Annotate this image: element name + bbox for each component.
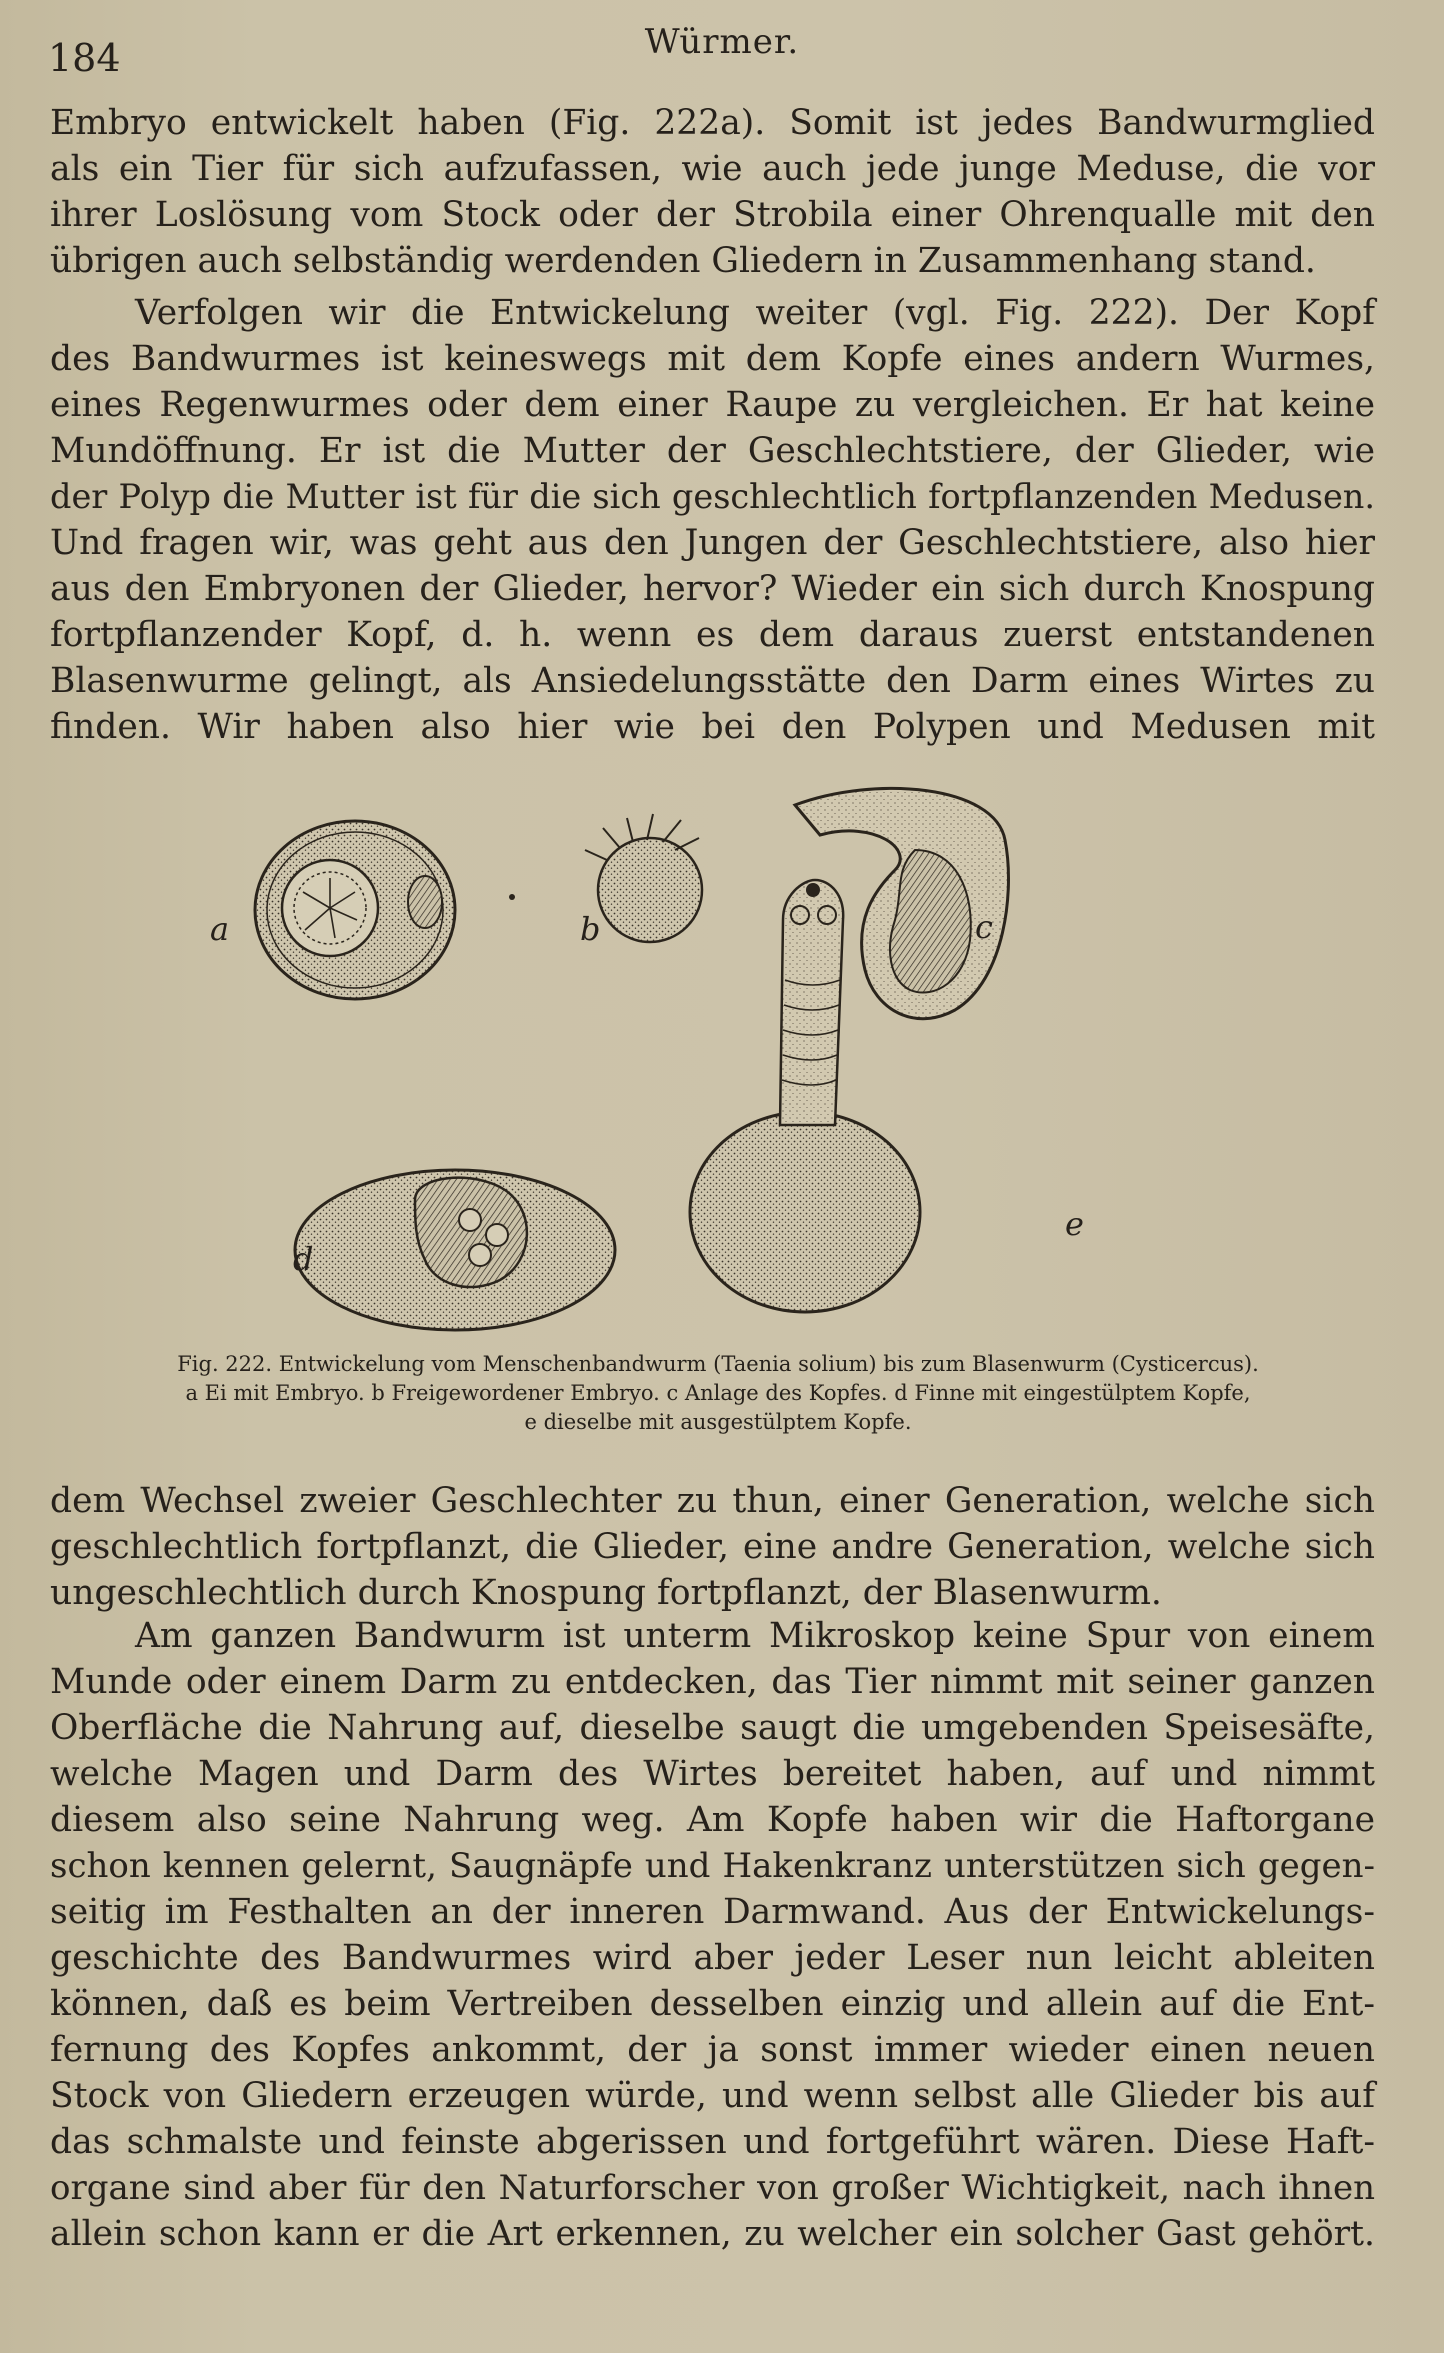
text-line: Verfolgen wir die Entwickelung weiter (vgl. Fig. 222). Der Kopf: [135, 293, 1375, 333]
text-line: seitig im Festhalten an der inneren Darmwand. Aus der Entwickelungs-: [50, 1892, 1375, 1932]
figure-222: [210, 780, 1125, 1340]
text-line: schon kennen gelernt, Saugnäpfe und Hakenkranz unterstützen sich gegen-: [50, 1846, 1375, 1886]
text-line: können, daß es beim Vertreiben desselben einzig und allein auf die Ent-: [50, 1984, 1375, 2024]
text-line: welche Magen und Darm des Wirtes bereitet haben, auf und nimmt: [50, 1754, 1375, 1794]
text-line: dem Wechsel zweier Geschlechter zu thun, einer Generation, welche sich: [50, 1481, 1375, 1521]
page-number: 184: [48, 36, 121, 80]
text-line: Embryo entwickelt haben (Fig. 222a). Somit ist jedes Bandwurmglied: [50, 103, 1375, 143]
text-line: geschichte des Bandwurmes wird aber jeder Leser nun leicht ableiten: [50, 1938, 1375, 1978]
text-line: fortpflanzender Kopf, d. h. wenn es dem daraus zuerst entstandenen: [50, 615, 1375, 655]
text-line: eines Regenwurmes oder dem einer Raupe zu vergleichen. Er hat keine: [50, 385, 1375, 425]
finne-with-inverted-head-drawing: [295, 1170, 615, 1330]
text-line: Oberfläche die Nahrung auf, dieselbe saugt die umgebenden Speisesäfte,: [50, 1708, 1375, 1748]
figure-illustration: [235, 780, 1125, 1340]
egg-with-embryo-drawing: [255, 821, 515, 999]
text-line: der Polyp die Mutter ist für die sich geschlechtlich fortpflanzenden Medusen.: [50, 477, 1375, 516]
figure-label-d: d: [293, 1240, 314, 1278]
text-line: des Bandwurmes ist keineswegs mit dem Kopfe eines andern Wurmes,: [50, 339, 1375, 379]
text-line: Mundöffnung. Er ist die Mutter der Geschlechtstiere, der Glieder, wie: [50, 431, 1375, 471]
figure-label-b: b: [580, 910, 601, 948]
paragraph-1: [50, 100, 1375, 284]
figure-label-a: a: [210, 910, 230, 948]
text-line: organe sind aber für den Naturforscher von großer Wichtigkeit, nach ihnen: [50, 2168, 1375, 2208]
text-line: diesem also seine Nahrung weg. Am Kopfe haben wir die Haftorgane: [50, 1800, 1375, 1840]
text-line: Blasenwurme gelingt, als Ansiedelungsstätte den Darm eines Wirtes zu: [50, 661, 1375, 701]
text-line: ihrer Loslösung vom Stock oder der Strobila einer Ohrenqualle mit den: [50, 195, 1375, 235]
text-line: Munde oder einem Darm zu entdecken, das Tier nimmt mit seiner ganzen: [50, 1662, 1375, 1702]
caption-line: Fig. 222. Entwickelung vom Menschenbandwurm (Taenia solium) bis zum Blasenwurm (Cysticercus).: [177, 1352, 1259, 1376]
text-line: Und fragen wir, was geht aus den Jungen der Geschlechtstiere, also hier: [50, 523, 1375, 563]
text-line: geschlechtlich fortpflanzt, die Glieder, eine andre Generation, welche sich: [50, 1527, 1375, 1567]
text-line: Stock von Gliedern erzeugen würde, und wenn selbst alle Glieder bis auf: [50, 2076, 1375, 2116]
caption-line: e dieselbe mit ausgestülptem Kopfe.: [524, 1410, 912, 1434]
text-line: ungeschlechtlich durch Knospung fortpflanzt, der Blasenwurm.: [50, 1573, 1162, 1613]
text-line: als ein Tier für sich aufzufassen, wie auch jede junge Meduse, die vor: [50, 149, 1375, 189]
page-header: [0, 22, 1444, 80]
paragraph-4: [50, 1613, 1375, 2257]
text-line: Am ganzen Bandwurm ist unterm Mikroskop keine Spur von einem: [135, 1616, 1375, 1656]
text-line: fernung des Kopfes ankommt, der ja sonst immer wieder einen neuen: [50, 2030, 1375, 2070]
text-line: übrigen auch selbständig werdenden Gliedern in Zusammenhang stand.: [50, 241, 1316, 281]
running-head: Würmer.: [644, 22, 800, 62]
figure-label-c: c: [975, 908, 993, 946]
text-line: aus den Embryonen der Glieder, hervor? Wieder ein sich durch Knospung: [50, 569, 1375, 609]
paragraph-2: [50, 290, 1375, 750]
caption-line: a Ei mit Embryo. b Freigewordener Embryo. c Anlage des Kopfes. d Finne mit eingestülptem Kopfe,: [185, 1381, 1251, 1405]
free-embryo-drawing: [585, 814, 702, 942]
text-line: allein schon kann er die Art erkennen, zu welcher ein solcher Gast gehört.: [50, 2214, 1375, 2254]
figure-caption: [58, 1350, 1378, 1437]
figure-label-e: e: [1065, 1205, 1084, 1243]
text-line: finden. Wir haben also hier wie bei den Polypen und Medusen mit: [50, 707, 1375, 747]
text-line: das schmalste und feinste abgerissen und fortgeführt wären. Diese Haft-: [50, 2122, 1375, 2162]
paragraph-3: [50, 1478, 1375, 1616]
